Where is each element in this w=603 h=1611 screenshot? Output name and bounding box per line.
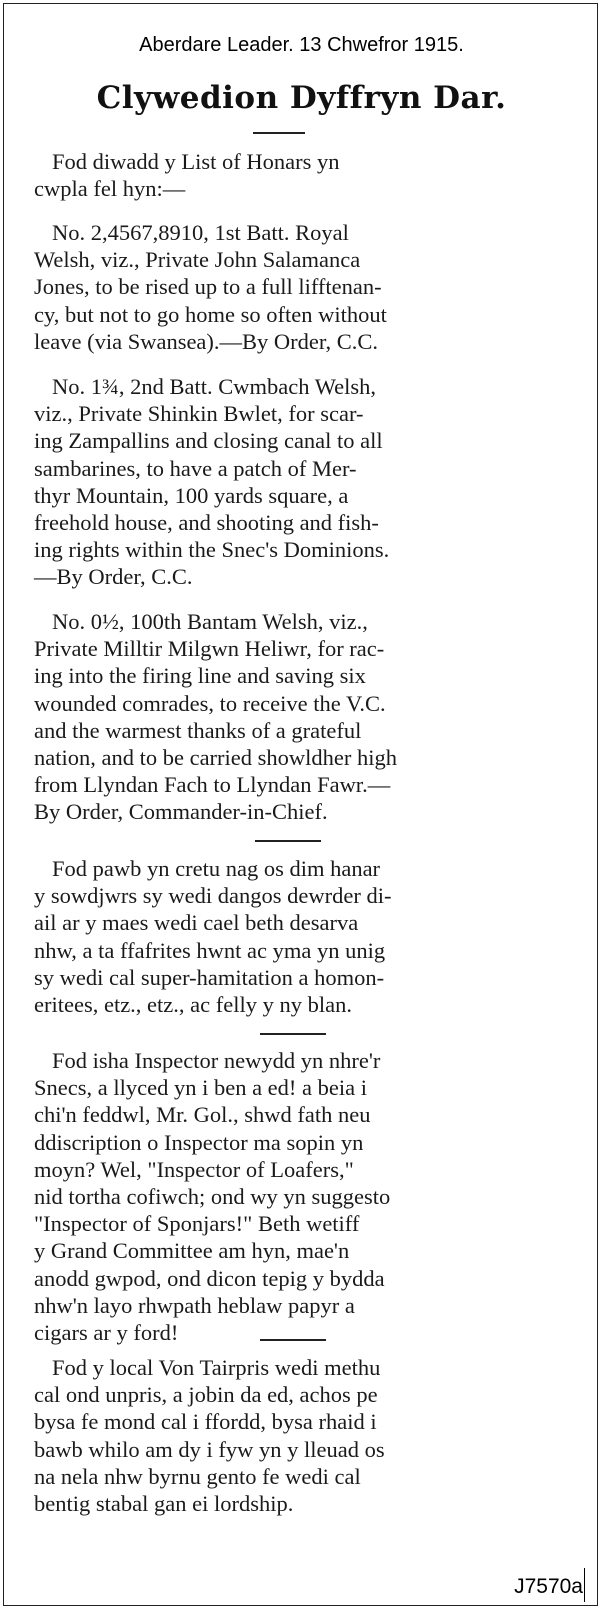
- section-rule-3: [260, 1339, 326, 1341]
- headline: Clywedion Dyffryn Dar.: [96, 80, 507, 116]
- honour-paragraph-3: No. 0½, 100th Bantam Welsh, viz., Private Milltir Milgwn Heliwr, for rac- ing into the firing line and saving six wounded comrades, to receive the V.C. and the warmest thanks of a grateful nation, and to be carried showldher high from Llyndan Fach to Llyndan Fawr.— By Order, Commander-in-Chief.: [34, 609, 398, 825]
- honour-paragraph-1: No. 2,4567,8910, 1st Batt. Royal Welsh, viz., Private John Salamanca Jones, to be rised up to a full lifftenan- cy, but not to go home so often without leave (via Swansea).—By Order, C.C.: [34, 220, 387, 354]
- section-rule-2: [260, 1033, 326, 1035]
- news-paragraph-3: Fod y local Von Tairpris wedi methu cal ond unpris, a jobin da ed, achos pe bysa fe mond cal i ffordd, bysa rhaid i bawb whilo am dy i fyw yn y lleuad os na nela nhw byrnu gento fe wedi cal bentig stabal gan ei lordship.: [34, 1355, 385, 1517]
- reference-divider: [584, 1568, 585, 1602]
- section-rule-1: [255, 840, 321, 842]
- reference-code: J7570a: [514, 1575, 583, 1598]
- news-paragraph-2: Fod isha Inspector newydd yn nhre'r Snecs, a llyced yn i ben a ed! a beia i chi'n feddwl, Mr. Gol., shwd fath neu ddiscription o Inspector ma sopin yn moyn? Wel, "Inspector of Loafers," nid tortha cofiwch; ond wy yn suggesto "Inspector of Sponjars!" Beth wetiff y Grand Committee am hyn, mae'n anodd gwpod, ond dicon tepig y bydda nhw'n layo rhwpath heblaw papyr a cigars ar y ford!: [34, 1048, 391, 1346]
- source-line: Aberdare Leader. 13 Chwefror 1915.: [139, 34, 464, 56]
- honour-paragraph-2: No. 1¾, 2nd Batt. Cwmbach Welsh, viz., Private Shinkin Bwlet, for scar- ing Zampallins and closing canal to all sambarines, to have a patch of Mer- thyr Mountain, 100 yards square, a freehold house, and shooting and fish- ing rights within the Snec's Dominions. —By Order, C.C.: [34, 374, 390, 590]
- intro-paragraph: Fod diwadd y List of Honars yn cwpla fel hyn:—: [34, 149, 340, 202]
- news-paragraph-1: Fod pawb yn cretu nag os dim hanar y sowdjwrs sy wedi dangos dewrder di- ail ar y maes wedi cael beth desarva nhw, a ta ffafrites hwnt ac yma yn unig sy wedi cal super-hamitation a homon- eritees, etz., etz., ac felly y ny blan.: [34, 856, 392, 1018]
- headline-rule: [253, 132, 305, 134]
